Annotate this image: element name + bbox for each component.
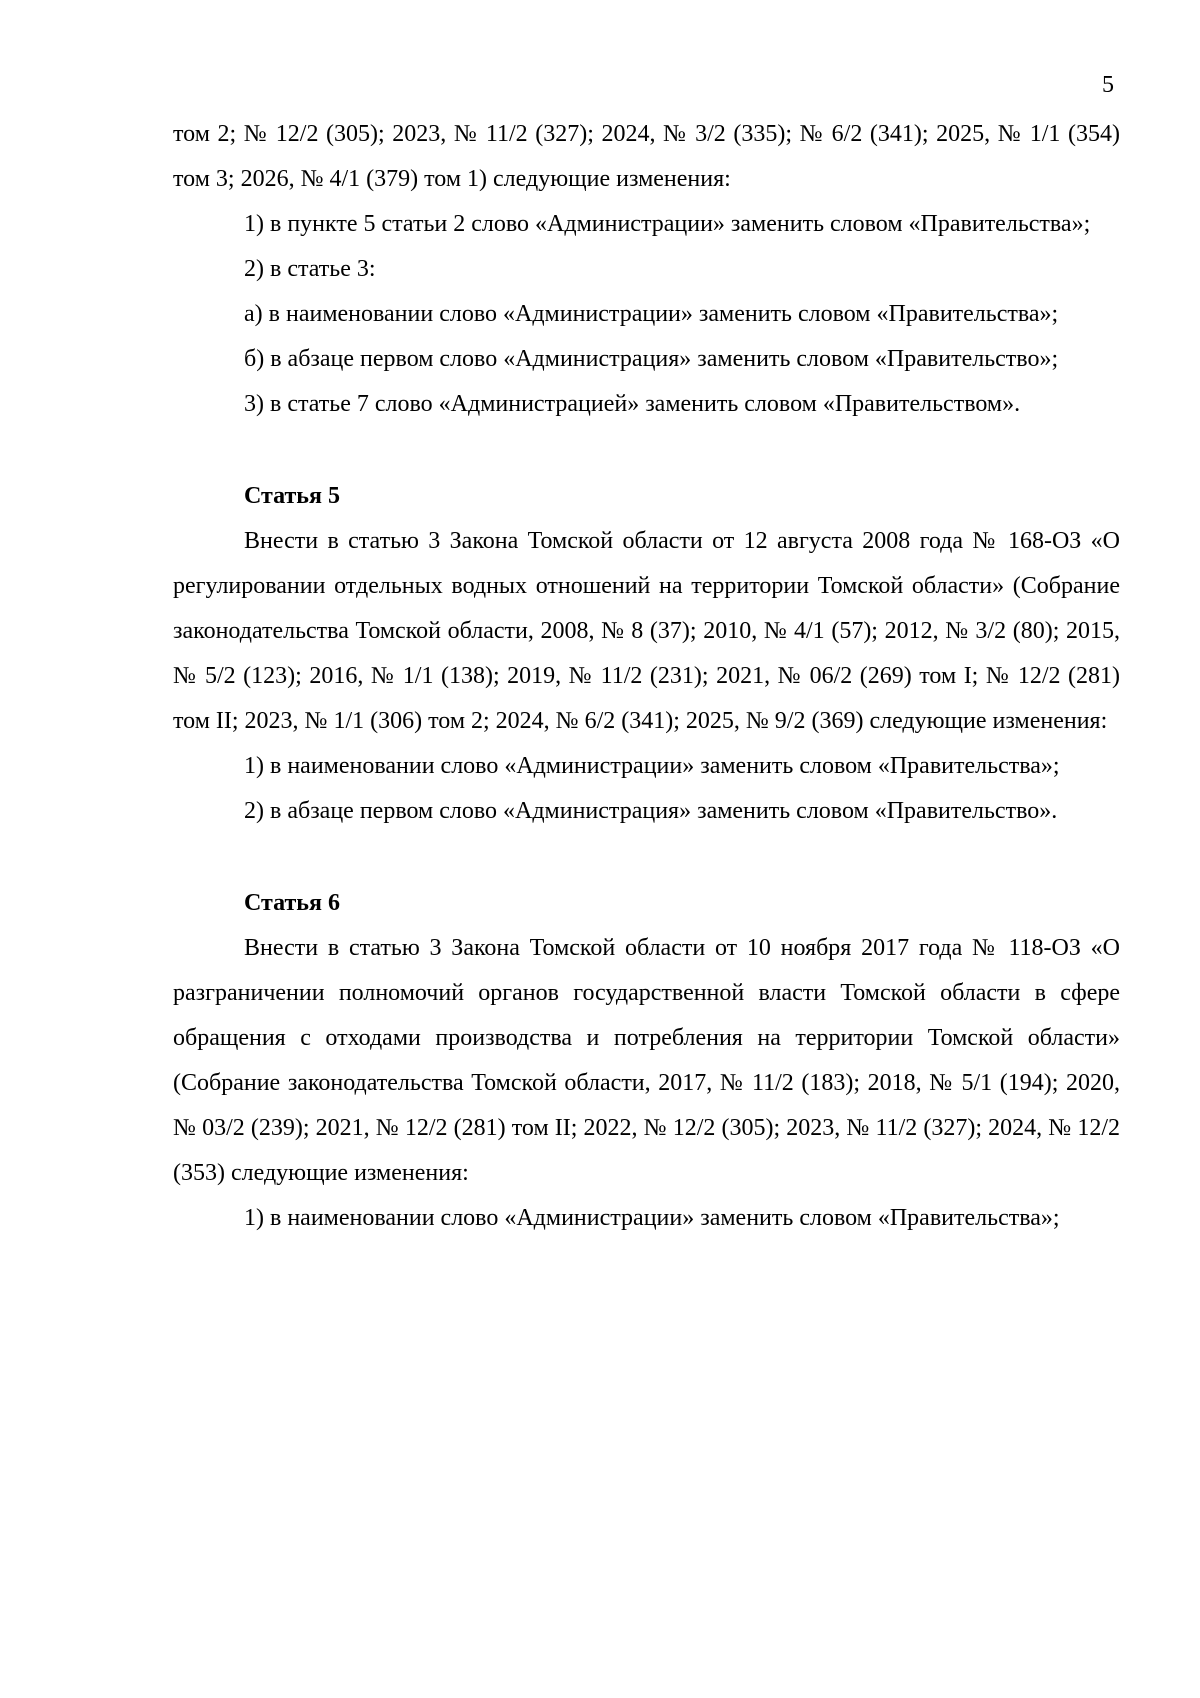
intro-continuation: том 2; № 12/2 (305); 2023, № 11/2 (327); 2024, № 3/2 (335); № 6/2 (341); 2025, № 1/1 (354) том 3; 2026, № 4/1 (379) том 1) следующие изменения: [173, 121, 1120, 192]
page-number: 5 [1102, 72, 1114, 98]
list-item: 3) в статье 7 слово «Администрацией» заменить словом «Правительством». [244, 391, 1021, 417]
list-item: 2) в статье 3: [244, 256, 376, 282]
list-item: а) в наименовании слово «Администрации» заменить словом «Правительства»; [244, 301, 1059, 327]
article-intro: Внести в статью 3 Закона Томской области от 10 ноября 2017 года № 118-ОЗ «О разграничении полномочий органов государственной власти Томской области в сфере обращения с отходами производства и потребления на территории Томской области» (Собрание законодательства Томской области, 2017, № 11/2 (183); 2018, № 5/1 (194); 2020, № 03/2 (239); 2021, № 12/2 (281) том II; 2022, № 12/2 (305); 2023, № 11/2 (327); 2024, № 12/2 (353) следующие изменения: [173, 935, 1120, 1186]
document-body [173, 112, 1120, 1241]
article-6 [173, 881, 1120, 1241]
article-heading: Статья 5 [244, 483, 340, 509]
list-item: 1) в наименовании слово «Администрации» заменить словом «Правительства»; [244, 753, 1060, 779]
article-intro: Внести в статью 3 Закона Томской области от 12 августа 2008 года № 168-ОЗ «О регулировании отдельных водных отношений на территории Томской области» (Собрание законодательства Томской области, 2008, № 8 (37); 2010, № 4/1 (57); 2012, № 3/2 (80); 2015, № 5/2 (123); 2016, № 1/1 (138); 2019, № 11/2 (231); 2021, № 06/2 (269) том I; № 12/2 (281) том II; 2023, № 1/1 (306) том 2; 2024, № 6/2 (341); 2025, № 9/2 (369) следующие изменения: [173, 528, 1120, 734]
list-item: б) в абзаце первом слово «Администрация» заменить словом «Правительство»; [244, 346, 1059, 372]
list-item: 1) в наименовании слово «Администрации» заменить словом «Правительства»; [244, 1205, 1060, 1231]
article-5 [173, 474, 1120, 834]
list-item: 1) в пункте 5 статьи 2 слово «Администрации» заменить словом «Правительства»; [244, 211, 1091, 237]
article-heading: Статья 6 [244, 890, 340, 916]
article4-amendments [173, 202, 1120, 427]
list-item: 2) в абзаце первом слово «Администрация» заменить словом «Правительство». [244, 798, 1058, 824]
